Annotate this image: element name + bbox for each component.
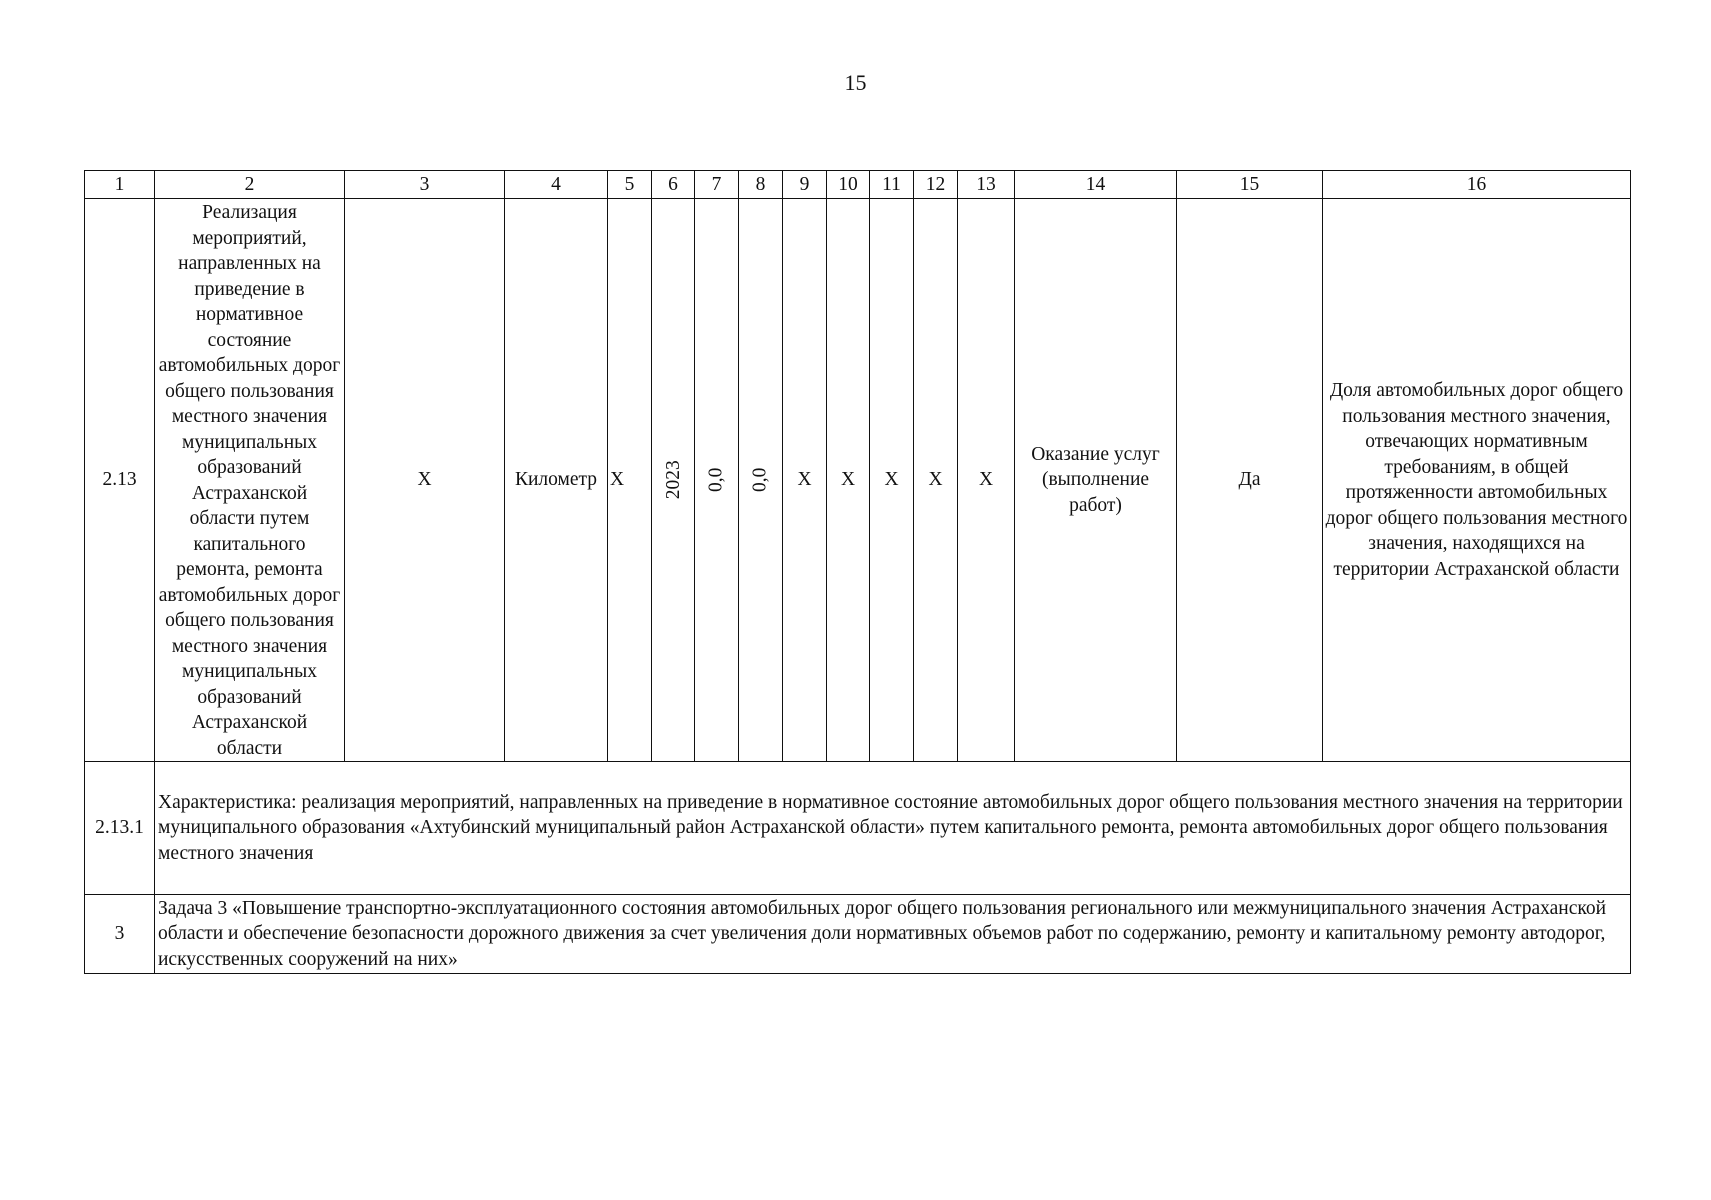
indicator-cell: Доля автомобильных дорог общего пользования местного значения, отвечающих нормативным требованиям, в общей протяженности автомобильных дорог общего пользования местного значения, находящихся на территории Астраханской области: [1323, 199, 1631, 762]
row-number-cell: 2.13: [85, 199, 155, 762]
column-number-cell: 14: [1015, 171, 1177, 199]
column-number-cell: 4: [505, 171, 608, 199]
value-cell: [695, 199, 739, 762]
table-cell: Х: [608, 199, 652, 762]
column-number-cell: 3: [345, 171, 505, 199]
table-row-2-13: [85, 199, 1631, 762]
column-number-cell: 9: [783, 171, 827, 199]
task-text: Задача 3 «Повышение транспортно-эксплуатационного состояния автомобильных дорог общего пользования регионального или межмуниципального значения Астраханской области и обеспечение безопасности дорожного движения за счет увеличения доли нормативных объемов работ по содержанию, ремонту и капитальному ремонту автодорог, искусственных сооружений на них»: [155, 895, 1631, 974]
event-name-cell: Реализация мероприятий, направленных на приведение в нормативное состояние автомобильных дорог общего пользования местного значения муниципальных образований Астраханской области путем капитального ремонта, ремонта автомобильных дорог общего пользования местного значения муниципальных образований Астраханской области: [155, 199, 345, 762]
indicators-table: [84, 170, 1631, 974]
flag-cell: Да: [1177, 199, 1323, 762]
table-cell: Х: [958, 199, 1015, 762]
column-number-cell: 2: [155, 171, 345, 199]
characteristic-text: Характеристика: реализация мероприятий, направленных на приведение в нормативное состояние автомобильных дорог общего пользования местного значения на территории муниципального образования «Ахтубинский муниципальный район Астраханской области» путем капитального ремонта, ремонта автомобильных дорог общего пользования местного значения: [155, 762, 1631, 895]
column-number-cell: 16: [1323, 171, 1631, 199]
table-cell: Х: [870, 199, 914, 762]
row-number-cell: 2.13.1: [85, 762, 155, 895]
column-number-cell: 1: [85, 171, 155, 199]
table-row-3: [85, 895, 1631, 974]
column-number-cell: 8: [739, 171, 783, 199]
table-cell: Х: [345, 199, 505, 762]
column-number-cell: 5: [608, 171, 652, 199]
table-cell: Х: [783, 199, 827, 762]
service-type-cell: Оказание услуг (выполнение работ): [1015, 199, 1177, 762]
column-number-cell: 7: [695, 171, 739, 199]
column-number-cell: 15: [1177, 171, 1323, 199]
table-cell: Х: [914, 199, 958, 762]
column-number-cell: 11: [870, 171, 914, 199]
year-cell: [652, 199, 695, 762]
column-number-row: [85, 171, 1631, 199]
page-number: 15: [844, 70, 867, 95]
column-number-cell: 12: [914, 171, 958, 199]
column-number-cell: 13: [958, 171, 1015, 199]
value-text: 0,0: [749, 467, 771, 493]
row-number-cell: 3: [85, 895, 155, 974]
table-row-2-13-1: [85, 762, 1631, 895]
year-value: 2023: [662, 460, 684, 500]
unit-cell: Километр: [505, 199, 608, 762]
value-cell: [739, 199, 783, 762]
column-number-cell: 6: [652, 171, 695, 199]
table-cell: Х: [827, 199, 870, 762]
value-text: 0,0: [705, 467, 727, 493]
column-number-cell: 10: [827, 171, 870, 199]
